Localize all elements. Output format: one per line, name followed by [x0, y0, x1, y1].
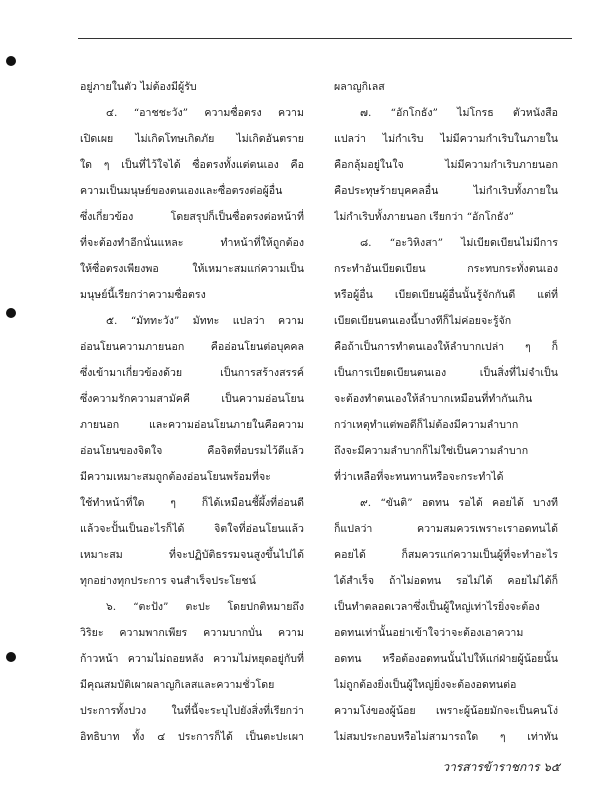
right-column-line: คือประทุษร้ายบุคคลอื่น ไม่กำเริบทั้งภายใน — [334, 185, 558, 197]
right-column-line: เบียดเบียนตนเองนี้บางทีก็ไม่ค่อยจะรู้จัก — [334, 315, 512, 327]
right-column-line: ๘. “อะวิหิงสา” ไม่เบียดเบียนไม่มีการ — [360, 237, 558, 249]
left-column-line: วิริยะ ความพากเพียร ความบากบั่น ความ — [80, 627, 304, 639]
right-column-line: กว่าเหตุทำแต่พอดีก็ไม่ต้องมีความลำบาก — [334, 419, 519, 431]
right-column-line: ความโง่ของผู้น้อย เพราะผู้น้อยมักจะเป็นคนโง่ — [334, 705, 558, 717]
left-column-line: ใด ๆ เป็นที่ไว้ใจได้ ซื่อตรงทั้งแต่ตนเอง คือ — [80, 159, 304, 171]
left-column-line: มนุษย์นี้เรียกว่าความซื่อตรง — [80, 289, 206, 301]
left-column-line: ซึ่งเกี่ยวข้อง โดยสรุปก็เป็นซื่อตรงต่อหน้าที่ — [80, 211, 304, 223]
left-column-line: เปิดเผย ไม่เกิดโทษเกิดภัย ไม่เกิดอันตราย — [80, 133, 304, 145]
left-column-line: ๖. “ตะปัง” ตะปะ โดยปกติหมายถึง — [106, 601, 304, 613]
left-column-line: ๕. “มัททะวัง” มัททะ แปลว่า ความ — [106, 315, 304, 327]
left-column-line: ภายนอก และความอ่อนโยนภายในคือความ — [80, 419, 304, 431]
right-column-line: แปลว่า ไม่กำเริบ ไม่มีความกำเริบในภายใน — [334, 133, 558, 145]
right-column-line: เป็นทำตลอดเวลาซึ่งเป็นผู้ใหญ่เท่าไรยิ่งจะต้อง — [334, 601, 540, 613]
top-rule — [78, 38, 572, 39]
right-column-line: จะต้องทำตนเองให้ลำบากเหมือนที่ทำกันเกิน — [334, 393, 533, 405]
left-column-line: อ่อนโยนความภายนอก คืออ่อนโยนต่อบุคคล — [80, 341, 304, 353]
left-column-line: แล้วจะปั้นเป็นอะไรก็ได้ จิตใจที่อ่อนโยนแล้ว — [80, 523, 304, 535]
right-column-line: อดทน หรือต้องอดทนนั้นไปให้แก่ฝ่ายผู้น้อยนั้น — [334, 653, 558, 665]
right-column-line: หรือผู้อื่น เบียดเบียนผู้อื่นนั้นรู้จักกันดี แต่ที่ — [334, 289, 558, 301]
left-column-line: อิทธิบาท ทั้ง ๔ ประการก็ได้ เป็นตะปะเผา — [80, 731, 304, 743]
left-column-line: มีความเหมาะสมถูกต้องอ่อนโยนพร้อมที่จะ — [80, 471, 271, 483]
left-column-line: ใช้ทำหน้าที่ใด ๆ ก็ได้เหมือนชี้ผึ้งที่อ่อนดี — [80, 497, 304, 509]
right-column-line: คือกลุ้มอยู่ในใจ ไม่มีความกำเริบภายนอก — [334, 159, 558, 171]
page-footer: วารสารข้าราชการ ๖๕ — [442, 760, 560, 774]
left-column-line: มีคุณสมบัติเผาผลาญกิเลสและความชั่วโดย — [80, 679, 275, 691]
left-column-line: อ่อนโยนของจิตใจ คือจิตที่อบรมไว้ดีแล้ว — [80, 445, 304, 457]
left-column-line: ซึ่งความรักความสามัคคี เป็นความอ่อนโยน — [80, 393, 304, 405]
left-column-line: อยู่ภายในตัว ไม่ต้องมีผู้รับ — [80, 81, 197, 93]
right-column-line: ที่ว่าเหลือที่จะทนทานหรือจะกระทำได้ — [334, 471, 504, 483]
right-column-line: ไม่ถูกต้องยิ่งเป็นผู้ใหญ่ยิ่งจะต้องอดทนต่อ — [334, 679, 517, 691]
right-column-line: เป็นการเบียดเบียนตนเอง เป็นสิ่งที่ไม่จำเป็น — [334, 367, 558, 379]
right-column-line: ได้สำเร็จ ถ้าไม่อดทน รอไม่ได้ คอยไม่ได้ก็ — [334, 575, 558, 587]
right-column-line: คอยได้ ก็สมควรแก่ความเป็นผู้ที่จะทำอะไร — [334, 549, 558, 561]
right-column-line: ๗. “อักโกธัง” ไม่โกรธ ตัวหนังสือ — [360, 107, 558, 119]
right-column-line: ถึงจะมีความลำบากก็ไม่ใช่เป็นความลำบาก — [334, 445, 529, 457]
left-column-line: ก้าวหน้า ความไม่ถอยหลัง ความไม่หยุดอยู่กับที่ — [80, 653, 304, 665]
right-column-line: ๙. “ขันติ” อดทน รอได้ คอยได้ บางที — [360, 497, 558, 509]
left-column-line: เหมาะสม ที่จะปฏิบัติธรรมจนสูงขึ้นไปได้ — [80, 549, 304, 561]
right-column-line: ไม่กำเริบทั้งภายนอก เรียกว่า “อักโกธัง” — [334, 211, 514, 223]
left-column-line: ๔. “อาชชะวัง” ความซื่อตรง ความ — [106, 107, 304, 119]
right-column-line: ผลาญกิเลส — [334, 81, 385, 93]
left-column-line: ที่จะต้องทำอีกนั่นแหละ ทำหน้าที่ให้ถูกต้อง — [80, 237, 304, 249]
binder-hole-top — [6, 56, 16, 66]
left-column-line: ประการทั้งปวง ในที่นี้จะระบุไปยังสิ่งที่เรียกว่า — [80, 705, 304, 717]
left-column-line: ทุกอย่างทุกประการ จนสำเร็จประโยชน์ — [80, 575, 256, 587]
left-text-column — [80, 74, 304, 750]
right-column-line: ไม่สมประกอบหรือไม่สามารถใด ๆ เท่าทัน — [334, 731, 558, 743]
left-column-line: ความเป็นมนุษย์ของตนเองและซื่อตรงต่อผู้อื่น — [80, 185, 283, 197]
left-column-line: ให้ซื่อตรงเพียงพอ ให้เหมาะสมแก่ความเป็น — [80, 263, 304, 275]
right-text-column — [334, 74, 558, 750]
right-column-line: คือถ้าเป็นการทำตนเองให้ลำบากเปล่า ๆ ก็ — [334, 341, 558, 353]
right-column-line: อดทนเท่านั้นอย่าเข้าใจว่าจะต้องเอาความ — [334, 627, 524, 639]
right-column-line: ก็แปลว่า ความสมควรเพราะเราอดทนได้ — [334, 523, 558, 535]
binder-hole-middle — [6, 308, 16, 318]
binder-hole-bottom — [6, 652, 16, 662]
right-column-line: กระทำอันเบียดเบียน กระทบกระทั่งตนเอง — [334, 263, 558, 275]
left-column-line: ซึ่งเข้ามาเกี่ยวข้องด้วย เป็นการสร้างสรรค์ — [80, 367, 304, 379]
